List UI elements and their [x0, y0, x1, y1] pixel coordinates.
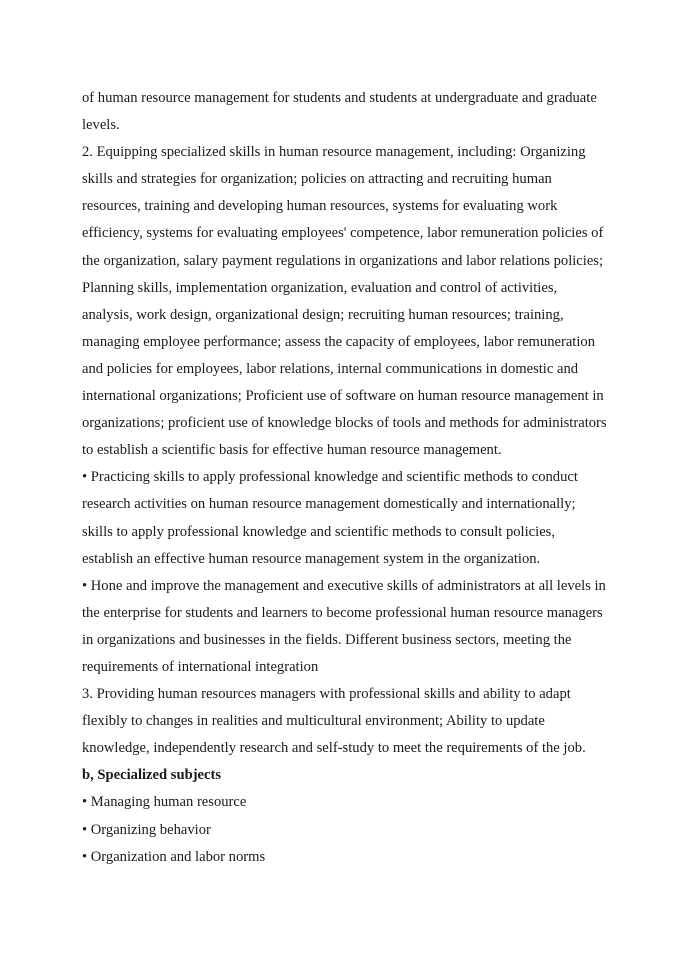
- text-line: to establish a scientific basis for effective human resource management.: [82, 442, 502, 459]
- text-line: efficiency, systems for evaluating employees' competence, labor remuneration policies of: [82, 225, 604, 242]
- text-line: of human resource management for students and students at undergraduate and graduate: [82, 90, 597, 106]
- text-line: levels.: [82, 117, 120, 134]
- text-line: the organization, salary payment regulations in organizations and labor relations policies;: [82, 252, 604, 269]
- text-line: resources, training and developing human resources, systems for evaluating work: [82, 198, 558, 215]
- text-line: international organizations; Proficient use of software on human resource management in: [82, 388, 604, 405]
- text-line: skills to apply professional knowledge and scientific methods to consult policies,: [82, 523, 555, 540]
- text-line: in organizations and businesses in the fields. Different business sectors, meeting the: [82, 631, 572, 648]
- text-line: establish an effective human resource management system in the organization.: [82, 550, 541, 567]
- text-line: • Managing human resource: [82, 794, 247, 811]
- text-line: • Organization and labor norms: [82, 848, 266, 865]
- text-line: organizations; proficient use of knowledge blocks of tools and methods for administrators: [82, 415, 607, 432]
- section-heading: b, Specialized subjects: [82, 767, 222, 784]
- text-line: knowledge, independently research and self-study to meet the requirements of the job.: [82, 740, 586, 757]
- text-line: managing employee performance; assess the capacity of employees, labor remuneration: [82, 333, 596, 350]
- text-line: the enterprise for students and learners to become professional human resource managers: [82, 604, 603, 621]
- text-line: • Hone and improve the management and executive skills of administrators at all levels in: [82, 577, 606, 594]
- text-line: and policies for employees, labor relations, internal communications in domestic and: [82, 360, 579, 377]
- text-line: 2. Equipping specialized skills in human resource management, including: Organizing: [82, 144, 586, 161]
- text-line: research activities on human resource management domestically and internationally;: [82, 496, 576, 513]
- text-line: requirements of international integration: [82, 658, 319, 675]
- text-line: skills and strategies for organization; policies on attracting and recruiting human: [82, 171, 552, 188]
- text-line: 3. Providing human resources managers with professional skills and ability to adapt: [82, 686, 571, 703]
- text-line: Planning skills, implementation organization, evaluation and control of activities,: [82, 279, 558, 296]
- text-line: analysis, work design, organizational design; recruiting human resources; training,: [82, 306, 564, 323]
- text-line: flexibly to changes in realities and multicultural environment; Ability to update: [82, 713, 545, 730]
- text-line: • Organizing behavior: [82, 821, 211, 838]
- text-line: • Practicing skills to apply professional knowledge and scientific methods to conduct: [82, 469, 578, 486]
